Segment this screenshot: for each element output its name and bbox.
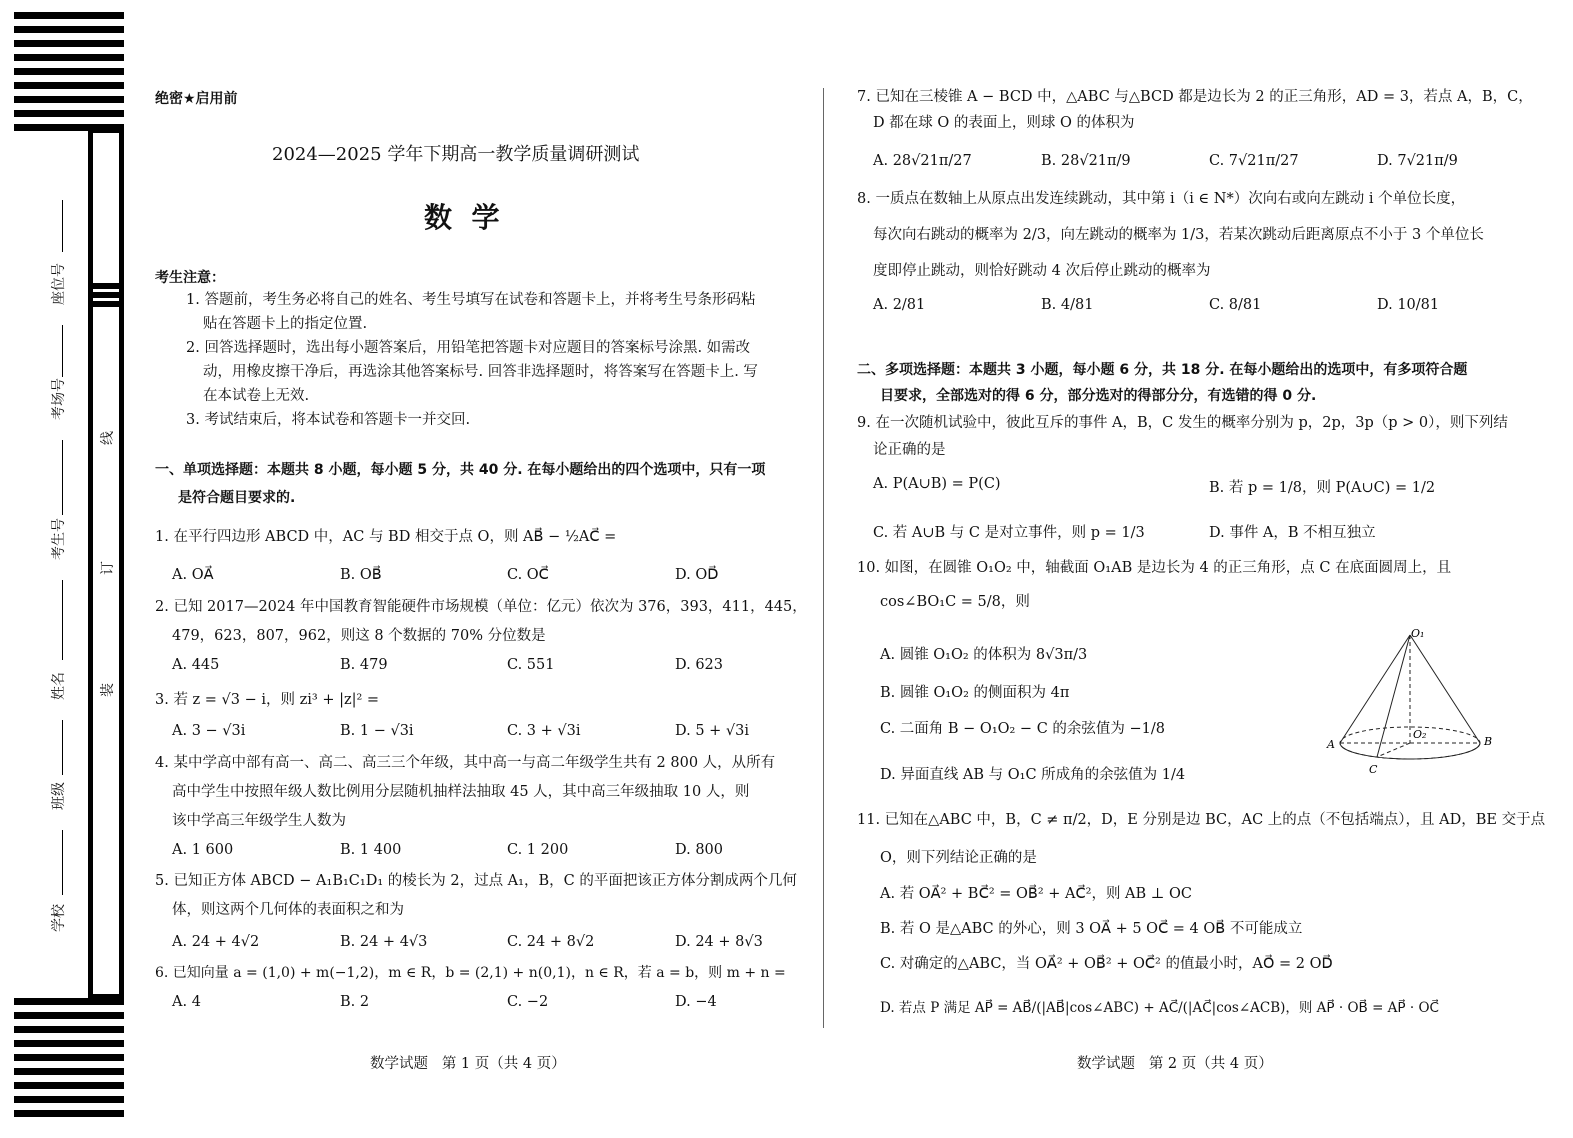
binding-char-staple: 订 bbox=[100, 561, 116, 575]
subject-title: 数 学 bbox=[424, 201, 500, 234]
q11-option-a: A. 若 OA⃗² + BC⃗² = OB⃗² + AC⃗²，则 AB ⊥ OC bbox=[880, 886, 1193, 902]
fig-label-a: A bbox=[1327, 738, 1335, 751]
q3-option-b: B. 1 − √3i bbox=[340, 723, 414, 739]
fig-label-o2: O₂ bbox=[1413, 728, 1427, 741]
question-10b: cos∠BO₁C = 5/8，则 bbox=[880, 594, 1030, 610]
q6-option-d: D. −4 bbox=[675, 994, 717, 1010]
field-label-seat: 座位号 bbox=[51, 263, 67, 305]
question-4a: 4. 某中学高中部有高一、高二、高三三个年级，其中高一与高二年级学生共有 2 800 人，从所有 bbox=[155, 755, 776, 771]
field-label-class: 班级 bbox=[51, 782, 67, 810]
notice-3: 3. 考试结束后，将本试卷和答题卡一并交回. bbox=[186, 412, 471, 428]
question-2a: 2. 已知 2017—2024 年中国教育智能硬件市场规模（单位：亿元）依次为 376，393，411，445， bbox=[155, 599, 807, 615]
binding-char-bind: 装 bbox=[100, 683, 116, 697]
q5-option-a: A. 24 + 4√2 bbox=[172, 934, 260, 950]
question-7a: 7. 已知在三棱锥 A − BCD 中，△ABC 与△BCD 都是边长为 2 的正三角形，AD = 3，若点 A，B，C， bbox=[857, 89, 1533, 105]
field-label-name: 姓名 bbox=[51, 672, 67, 700]
q2-option-c: C. 551 bbox=[507, 657, 555, 673]
section2-heading-b: 目要求，全部选对的得 6 分，部分选对的得部分分，有选错的得 0 分. bbox=[880, 388, 1317, 404]
field-label-room: 考场号 bbox=[51, 378, 67, 420]
q7-option-d: D. 7√21π/9 bbox=[1377, 153, 1458, 169]
notice-1b: 贴在答题卡上的指定位置. bbox=[203, 316, 368, 332]
q2-option-a: A. 445 bbox=[172, 657, 220, 673]
question-4b: 高中学生中按照年级人数比例用分层随机抽样法抽取 45 人，其中高三年级抽取 10 人，则 bbox=[172, 784, 750, 800]
q8-option-a: A. 2/81 bbox=[873, 297, 926, 313]
question-5a: 5. 已知正方体 ABCD − A₁B₁C₁D₁ 的棱长为 2，过点 A₁，B，C 的平面把该正方体分割成两个几何 bbox=[155, 873, 797, 889]
binding-frame-right bbox=[119, 128, 124, 998]
notice-heading: 考生注意： bbox=[155, 270, 225, 286]
q4-option-c: C. 1 200 bbox=[507, 842, 569, 858]
q6-option-a: A. 4 bbox=[172, 994, 201, 1010]
notice-2c: 在本试卷上无效. bbox=[203, 388, 310, 404]
q9-option-b: B. 若 p = 1/8，则 P(A∪C) = 1/2 bbox=[1209, 480, 1436, 496]
q2-option-d: D. 623 bbox=[675, 657, 724, 673]
q7-option-b: B. 28√21π/9 bbox=[1041, 153, 1131, 169]
notice-1a: 1. 答题前，考生务必将自己的姓名、考生号填写在试卷和答题卡上，并将考生号条形码粘 bbox=[186, 292, 756, 308]
field-line-school[interactable] bbox=[62, 830, 63, 895]
fig-label-c: C bbox=[1369, 763, 1378, 776]
page2-footer: 数学试题 第 2 页（共 4 页） bbox=[1077, 1056, 1273, 1072]
question-1: 1. 在平行四边形 ABCD 中，AC 与 BD 相交于点 O，则 AB⃗ − ½AC⃗ = bbox=[155, 529, 617, 545]
q5-option-c: C. 24 + 8√2 bbox=[507, 934, 595, 950]
notice-2a: 2. 回答选择题时，选出每小题答案后，用铅笔把答题卡对应题目的答案标号涂黑. 如需改 bbox=[186, 340, 751, 356]
q10-option-c: C. 二面角 B − O₁O₂ − C 的余弦值为 −1/8 bbox=[880, 721, 1165, 737]
question-2b: 479，623，807，962，则这 8 个数据的 70% 分位数是 bbox=[172, 628, 546, 644]
binding-frame-bottom bbox=[88, 994, 124, 999]
q3-option-d: D. 5 + √3i bbox=[675, 723, 750, 739]
question-8b: 每次向右跳动的概率为 2/3，向左跳动的概率为 1/3，若某次跳动后距离原点不小于 3 个单位长 bbox=[873, 227, 1484, 243]
q1-option-a: A. OA⃗ bbox=[172, 567, 214, 583]
exam-title: 2024—2025 学年下期高一教学质量调研测试 bbox=[272, 144, 640, 165]
section2-heading-a: 二、多项选择题：本题共 3 小题，每小题 6 分，共 18 分. 在每小题给出的选项中，有多项符合题 bbox=[857, 362, 1468, 378]
q8-option-d: D. 10/81 bbox=[1377, 297, 1440, 313]
q10-option-d: D. 异面直线 AB 与 O₁C 所成角的余弦值为 1/4 bbox=[880, 767, 1186, 783]
q3-option-a: A. 3 − √3i bbox=[172, 723, 246, 739]
question-9a: 9. 在一次随机试验中，彼此互斥的事件 A，B，C 发生的概率分别为 p，2p，3p（p > 0），则下列结 bbox=[857, 415, 1508, 431]
q6-option-c: C. −2 bbox=[507, 994, 549, 1010]
q10-option-b: B. 圆锥 O₁O₂ 的侧面积为 4π bbox=[880, 685, 1070, 701]
question-3: 3. 若 z = √3 − i，则 zi³ + |z|² = bbox=[155, 692, 380, 708]
question-8c: 度即停止跳动，则恰好跳动 4 次后停止跳动的概率为 bbox=[873, 263, 1211, 279]
binding-frame-left bbox=[88, 128, 93, 998]
section1-heading-b: 是符合题目要求的. bbox=[178, 490, 296, 506]
field-line-room[interactable] bbox=[62, 325, 63, 377]
q1-option-c: C. OC⃗ bbox=[507, 567, 549, 583]
q5-option-d: D. 24 + 8√3 bbox=[675, 934, 763, 950]
question-7b: D 都在球 O 的表面上，则球 O 的体积为 bbox=[873, 115, 1135, 131]
q4-option-b: B. 1 400 bbox=[340, 842, 402, 858]
q3-option-c: C. 3 + √3i bbox=[507, 723, 581, 739]
field-line-class[interactable] bbox=[62, 720, 63, 775]
page1-footer: 数学试题 第 1 页（共 4 页） bbox=[370, 1056, 566, 1072]
question-5b: 体，则这两个几何体的表面积之和为 bbox=[172, 902, 404, 918]
q11-option-c: C. 对确定的△ABC，当 OA⃗² + OB⃗² + OC⃗² 的值最小时，AO⃗ = 2 OD⃗ bbox=[880, 956, 1333, 972]
field-label-examno: 考生号 bbox=[51, 518, 67, 560]
q9-option-c: C. 若 A∪B 与 C 是对立事件，则 p = 1/3 bbox=[873, 525, 1145, 541]
q11-option-d: D. 若点 P 满足 AP⃗ = AB⃗/(|AB⃗|cos∠ABC) + AC⃗/(|AC⃗|cos∠ACB)，则 AP⃗ · OB⃗ = AP⃗ · OC⃗ bbox=[880, 1000, 1439, 1016]
q7-option-c: C. 7√21π/27 bbox=[1209, 153, 1299, 169]
column-divider bbox=[823, 88, 824, 1028]
q7-option-a: A. 28√21π/27 bbox=[873, 153, 972, 169]
q11-option-b: B. 若 O 是△ABC 的外心，则 3 OA⃗ + 5 OC⃗ = 4 OB⃗ 不可能成立 bbox=[880, 921, 1303, 937]
question-11b: O，则下列结论正确的是 bbox=[880, 850, 1037, 866]
q10-option-a: A. 圆锥 O₁O₂ 的体积为 8√3π/3 bbox=[880, 647, 1088, 663]
field-line-examno[interactable] bbox=[62, 440, 63, 515]
q4-option-a: A. 1 600 bbox=[172, 842, 234, 858]
q6-option-b: B. 2 bbox=[340, 994, 370, 1010]
q8-option-b: B. 4/81 bbox=[1041, 297, 1094, 313]
q5-option-b: B. 24 + 4√3 bbox=[340, 934, 428, 950]
q4-option-d: D. 800 bbox=[675, 842, 724, 858]
question-6: 6. 已知向量 a = (1,0) + m(−1,2)，m ∈ R，b = (2,1) + n(0,1)，n ∈ R，若 a = b，则 m + n = bbox=[155, 965, 786, 981]
q2-option-b: B. 479 bbox=[340, 657, 388, 673]
q8-option-c: C. 8/81 bbox=[1209, 297, 1262, 313]
question-8a: 8. 一质点在数轴上从原点出发连续跳动，其中第 i（i ∈ N*）次向右或向左跳动 i 个单位长度， bbox=[857, 191, 1466, 207]
section1-heading-a: 一、单项选择题：本题共 8 小题，每小题 5 分，共 40 分. 在每小题给出的四个选项中，只有一项 bbox=[155, 462, 766, 478]
secret-mark: 绝密★启用前 bbox=[155, 91, 238, 107]
question-11a: 11. 已知在△ABC 中，B，C ≠ π/2，D，E 分别是边 BC，AC 上的点（不包括端点），且 AD，BE 交于点 bbox=[857, 812, 1546, 828]
fig-label-b: B bbox=[1484, 735, 1493, 748]
q1-option-b: B. OB⃗ bbox=[340, 567, 382, 583]
q1-option-d: D. OD⃗ bbox=[675, 567, 719, 583]
question-4c: 该中学高三年级学生人数为 bbox=[172, 813, 346, 829]
cone-figure bbox=[1325, 625, 1500, 780]
field-line-seat[interactable] bbox=[62, 200, 63, 252]
q9-option-a: A. P(A∪B) = P(C) bbox=[873, 476, 1001, 492]
field-label-school: 学校 bbox=[51, 904, 67, 932]
fig-label-o1: O₁ bbox=[1411, 627, 1425, 640]
notice-2b: 动，用橡皮擦干净后，再选涂其他答案标号. 回答非选择题时，将答案写在答题卡上. 写 bbox=[203, 364, 758, 380]
binding-char-line: 线 bbox=[100, 431, 116, 445]
question-9b: 论正确的是 bbox=[873, 442, 946, 458]
q9-option-d: D. 事件 A，B 不相互独立 bbox=[1209, 525, 1376, 541]
question-10a: 10. 如图，在圆锥 O₁O₂ 中，轴截面 O₁AB 是边长为 4 的正三角形，点 C 在底面圆周上，且 bbox=[857, 560, 1452, 576]
field-line-name[interactable] bbox=[62, 580, 63, 660]
